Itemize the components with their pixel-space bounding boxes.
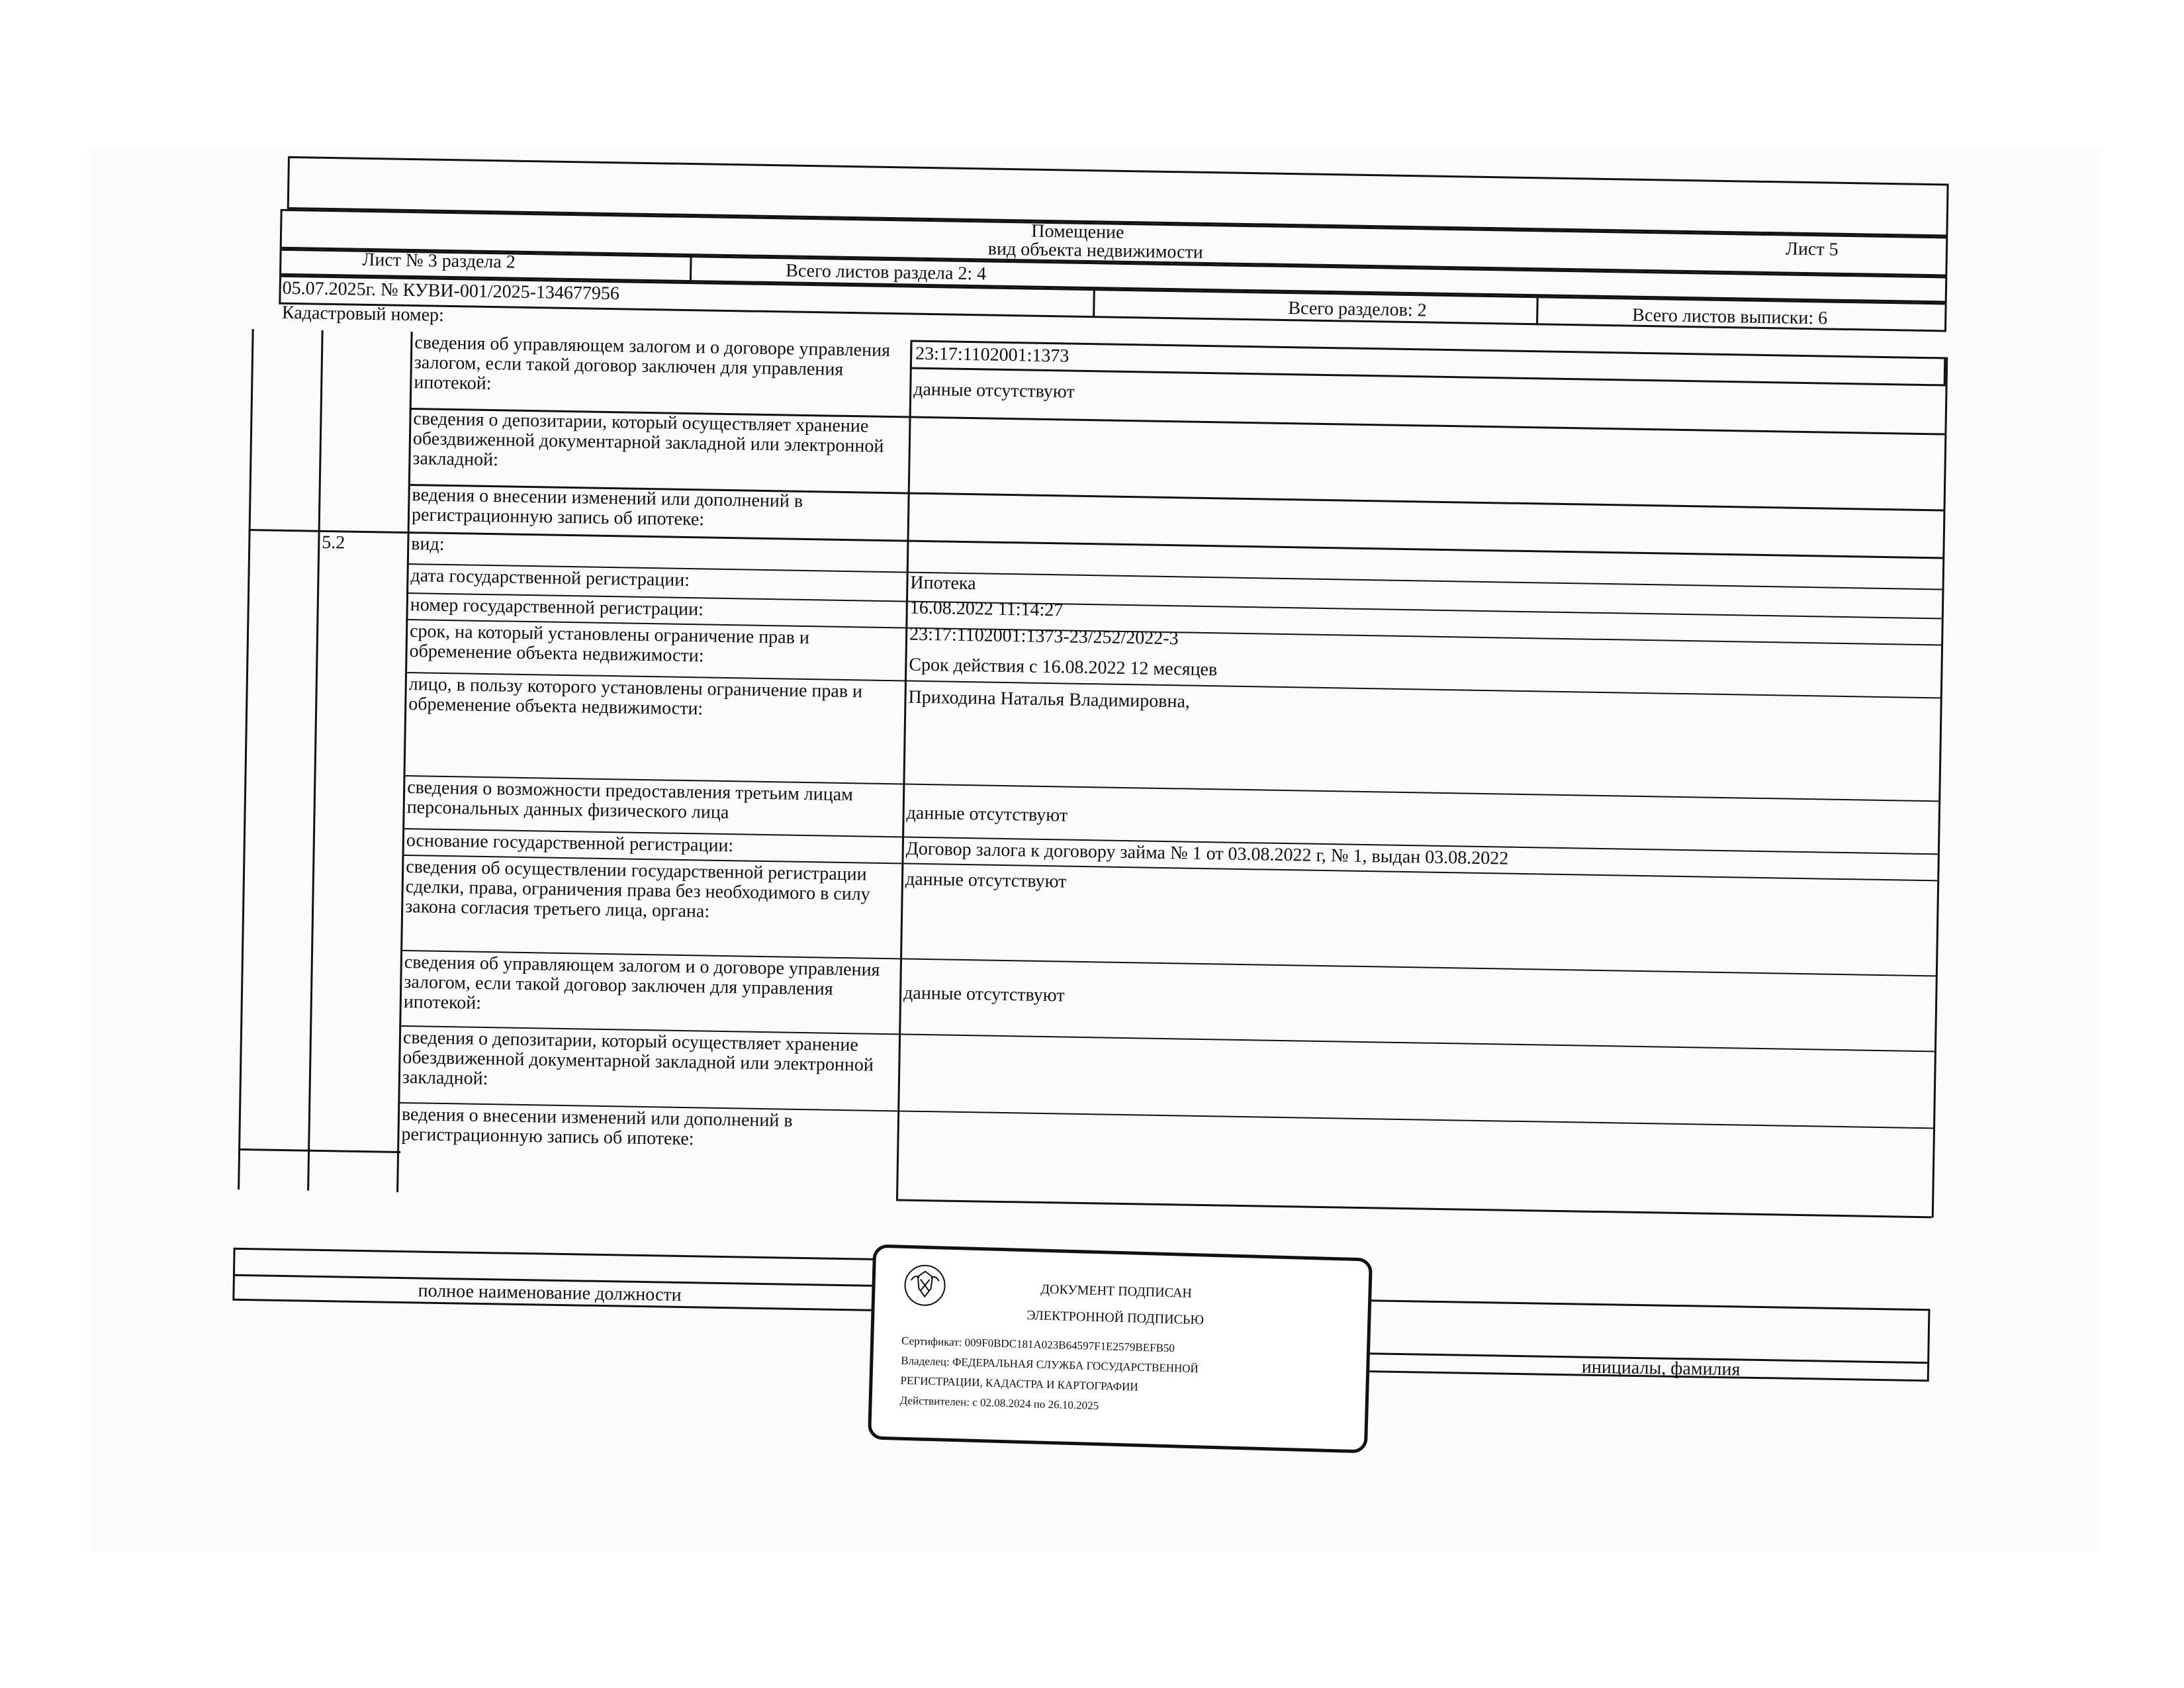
entry-row-value: 23:17:1102001:1373-23/252/2022-3 <box>909 624 1179 649</box>
stamp-certificate: Сертификат: 009F0BDC181A023B64597F1E2579BEFB50 <box>901 1334 1175 1355</box>
vid-value: Ипотека <box>910 572 976 594</box>
entry-row-label: сведения о депозитарии, который осуществляет хранение обездвиженной документарной закладной или электронной закладной: <box>402 1027 874 1090</box>
vid-label: вид: <box>411 534 445 555</box>
object-type: Помещение <box>1031 220 1124 243</box>
top-row-1-label: сведения об управляющем залогом и о договоре управления залогом, если такой договор заключен для управления ипотекой: <box>414 332 891 395</box>
coat-of-arms-icon <box>901 1262 949 1309</box>
total-sheets: Всего листов выписки: 6 <box>1632 305 1828 329</box>
electronic-signature-stamp <box>868 1244 1373 1454</box>
position-caption: полное наименование должности <box>418 1280 682 1306</box>
entry-row-value: данные отсутствуют <box>905 868 1067 892</box>
cadastral-label: Кадастровый номер: <box>281 302 445 326</box>
sheet-label: Лист 5 <box>1785 238 1839 260</box>
top-row-1-value: данные отсутствуют <box>913 379 1075 402</box>
entry-row-value: 16.08.2022 11:14:27 <box>909 597 1064 621</box>
stamp-title-1: ДОКУМЕНТ ПОДПИСАН <box>1040 1282 1193 1301</box>
top-row-3-label: ведения о внесении изменений или дополнений в регистрационную запись об ипотеке: <box>411 485 803 530</box>
stamp-owner-1: Владелец: ФЕДЕРАЛЬНАЯ СЛУЖБА ГОСУДАРСТВЕННОЙ <box>901 1354 1199 1376</box>
entry-number: 5.2 <box>322 532 345 553</box>
object-type-caption: вид объекта недвижимости <box>987 238 1204 263</box>
entry-row-label: лицо, в пользу которого установлены ограничение прав и обременение объекта недвижимости: <box>408 674 863 720</box>
entry-row-label: номер государственной регистрации: <box>410 594 704 620</box>
entry-row-label: дата государственной регистрации: <box>410 565 690 591</box>
entry-row-label: сведения об осуществлении государственной регистрации сделки, права, ограничения права без необходимого в силу закона согласия третьего лица, органа: <box>404 857 870 922</box>
section-sheet: Лист № 3 раздела 2 <box>362 249 516 273</box>
total-sections: Всего разделов: 2 <box>1288 298 1427 321</box>
entry-row-label: срок, на который установлены ограничение прав и обременение объекта недвижимости: <box>409 621 810 667</box>
stamp-owner-2: РЕГИСТРАЦИИ, КАДАСТРА И КАРТОГРАФИИ <box>900 1374 1138 1393</box>
entry-row-label: основание государственной регистрации: <box>406 830 734 857</box>
total-section-sheets: Всего листов раздела 2: 4 <box>785 260 987 285</box>
entry-row-label: ведения о внесении изменений или дополнений в регистрационную запись об ипотеке: <box>401 1103 793 1150</box>
entry-row-label: сведения о возможности предоставления третьим лицам персональных данных физического лица <box>406 777 854 823</box>
entry-row-value: Договор залога к договору займа № 1 от 03.08.2022 г, № 1, выдан 03.08.2022 <box>905 838 1509 869</box>
date-number: 05.07.2025г. № КУВИ-001/2025-134677956 <box>282 277 620 305</box>
stamp-validity: Действителен: с 02.08.2024 по 26.10.2025 <box>899 1393 1099 1413</box>
entry-row-value: Приходина Наталья Владимировна, <box>908 686 1191 712</box>
entry-row-value: Срок действия с 16.08.2022 12 месяцев <box>909 654 1218 680</box>
entry-row-label: сведения об управляющем залогом и о договоре управления залогом, если такой договор заключен для управления ипотекой: <box>403 951 880 1013</box>
top-row-2-label: сведения о депозитарии, который осуществляет хранение обездвиженной документарной закладной или электронной закладной: <box>412 408 884 471</box>
name-caption: инициалы, фамилия <box>1581 1356 1741 1380</box>
entry-row-value: данные отсутствуют <box>903 982 1065 1006</box>
stamp-title-2: ЭЛЕКТРОННОЙ ПОДПИСЬЮ <box>1026 1308 1205 1328</box>
entry-row-value: данные отсутствуют <box>906 802 1068 826</box>
cadastral-value: 23:17:1102001:1373 <box>915 343 1069 367</box>
